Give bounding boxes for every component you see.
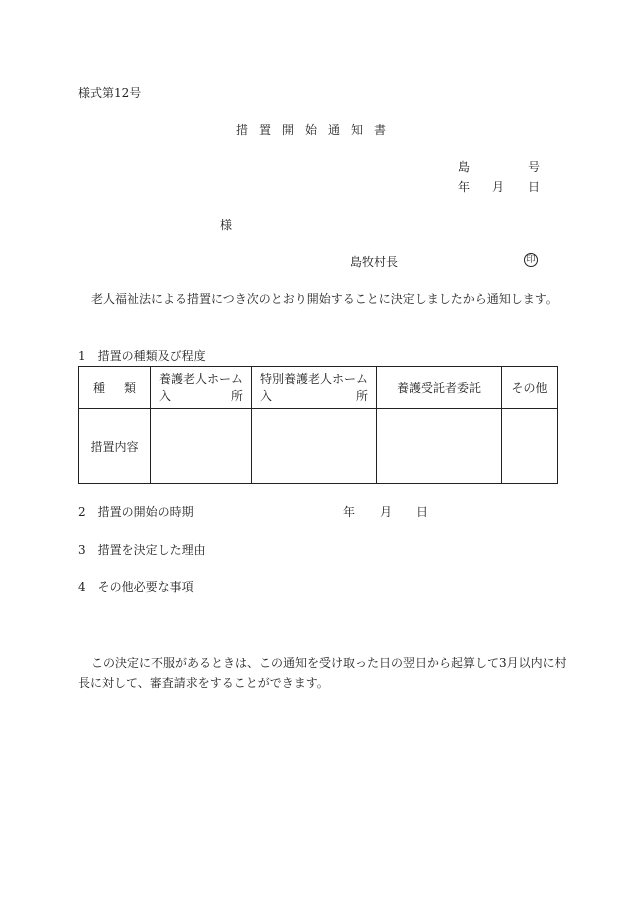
table-row	[79, 409, 558, 484]
section-1-heading: 1 措置の種類及び程度	[78, 349, 206, 363]
section-4-heading: 4 その他必要な事項	[78, 580, 194, 594]
notice-body: 老人福祉法による措置につき次のとおり開始することに決定しましたから通知します。	[91, 292, 558, 306]
special-nursing-home-header-line1: 特別養護老人ホーム	[260, 371, 369, 386]
special-nursing-home-header-cell	[252, 367, 377, 409]
start-date-day: 日	[416, 505, 429, 519]
start-date-year: 年	[343, 505, 356, 519]
other-value-cell	[502, 409, 558, 484]
nursing-home-value-cell	[151, 409, 252, 484]
type-header-char-1: 種	[93, 381, 106, 395]
section-2-heading: 2 措置の開始の時期	[78, 505, 194, 519]
nursing-home-header-char-1: 入	[159, 388, 172, 403]
date-year: 年	[458, 180, 471, 194]
measure-content-label: 措置内容	[90, 439, 139, 454]
other-header: その他	[511, 381, 548, 395]
table-header-row	[79, 367, 558, 409]
special-nursing-home-value-cell	[252, 409, 377, 484]
section-3-heading: 3 措置を決定した理由	[78, 543, 206, 557]
measure-content-label-cell	[79, 409, 151, 484]
measures-table	[78, 366, 558, 484]
foster-care-value-cell	[377, 409, 502, 484]
nursing-home-header-char-2: 所	[230, 388, 243, 403]
appeal-notice-line-1: この決定に不服があるときは、この通知を受け取った日の翌日から起算して3月以内に村	[91, 656, 567, 670]
seal-icon: 印	[524, 253, 538, 267]
document-title: 措置開始通知書	[236, 123, 398, 137]
type-header-char-2: 類	[123, 381, 136, 395]
type-header-cell	[79, 367, 151, 409]
date-day: 日	[528, 180, 541, 194]
form-number: 様式第12号	[78, 86, 142, 100]
foster-care-header: 養護受託者委託	[396, 381, 481, 395]
special-nursing-home-header-char-2: 所	[355, 388, 368, 403]
special-nursing-home-header-char-1: 入	[260, 388, 273, 403]
reference-prefix: 島	[458, 160, 471, 174]
appeal-notice-line-2: 長に対して、審査請求をすることができます。	[78, 676, 329, 690]
reference-suffix: 号	[528, 160, 541, 174]
start-date-month: 月	[380, 505, 393, 519]
foster-care-header-cell	[377, 367, 502, 409]
issuer-name: 島牧村長	[350, 255, 399, 269]
date-month: 月	[492, 180, 505, 194]
other-header-cell	[502, 367, 558, 409]
nursing-home-header-line1: 養護老人ホーム	[159, 371, 244, 386]
nursing-home-header-cell	[151, 367, 252, 409]
recipient-honorific: 様	[220, 218, 233, 232]
